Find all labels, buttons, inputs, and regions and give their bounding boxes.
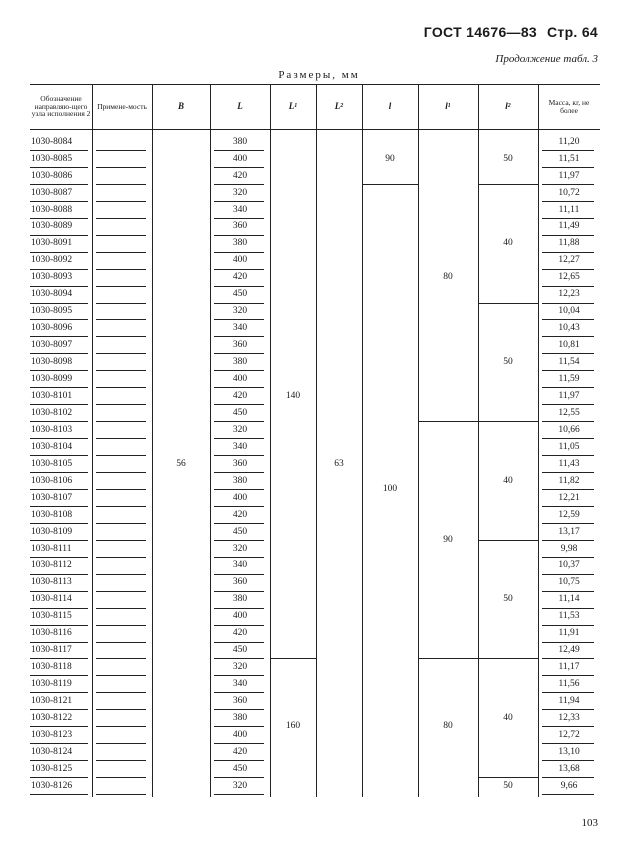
application-blank [96,506,146,507]
designation-cell: 1030-8095 [31,306,73,317]
length-cell: 320 [232,780,248,791]
application-blank [96,438,146,439]
application-blank [96,523,146,524]
mass-cell: 10,04 [558,306,580,317]
page-label: Стр. 64 [547,24,598,40]
designation-cell: 1030-8111 [31,543,72,554]
designation-cell: 1030-8113 [31,577,72,588]
merged-cell-l1: 80 [443,272,453,283]
mass-cell: 12,49 [558,645,580,656]
length-cell: 360 [232,221,248,232]
mass-underline [542,794,594,795]
application-blank [96,489,146,490]
designation-cell: 1030-8115 [31,611,72,622]
length-cell: 380 [232,594,248,605]
merged-cell-b: 56 [176,458,186,469]
length-cell: 360 [232,577,248,588]
mass-cell: 13,10 [558,746,580,757]
length-cell: 340 [232,204,248,215]
application-blank [96,336,146,337]
application-blank [96,252,146,253]
mass-cell: 13,68 [558,763,580,774]
column-symbol-subscript: 2 [340,103,344,110]
mass-cell: 11,43 [558,458,580,469]
application-blank [96,201,146,202]
designation-cell: 1030-8106 [31,475,73,486]
merged-cell-l: 100 [382,484,398,495]
length-cell: 320 [232,187,248,198]
application-blank [96,167,146,168]
mass-cell: 11,59 [558,374,580,385]
mass-cell: 10,37 [558,560,580,571]
column-header-l [363,86,417,127]
merged-cell-l: 90 [385,153,395,164]
application-blank [96,303,146,304]
application-blank [96,540,146,541]
application-blank [96,777,146,778]
application-blank [96,591,146,592]
gost-code: ГОСТ 14676—83 [423,24,538,40]
column-header-l [211,86,269,127]
merged-cell-l1: 160 [285,721,301,732]
application-blank [96,319,146,320]
mass-cell: 10,43 [558,323,580,334]
mass-cell: 11,97 [558,170,580,181]
merged-cell-l2: 40 [503,713,513,723]
mass-cell: 12,65 [558,272,580,283]
application-blank [96,557,146,558]
length-cell: 400 [232,153,248,164]
designation-cell: 1030-8107 [31,492,73,503]
mass-cell: 11,94 [558,696,580,707]
designation-cell: 1030-8114 [31,594,72,605]
column-symbol-subscript: 1 [447,103,451,110]
length-cell: 380 [232,713,248,724]
designation-underline [30,794,88,795]
mass-cell: 11,11 [558,204,580,215]
merged-cell-l2: 63 [334,458,344,469]
mass-cell: 10,75 [558,577,580,588]
application-blank [96,743,146,744]
column-symbol-subscript: 2 [507,103,511,110]
length-cell: 450 [232,289,248,300]
column-symbol: B [177,100,184,111]
length-cell: 340 [232,679,248,690]
mass-cell: 11,97 [558,390,580,401]
length-cell: 380 [232,136,248,147]
designation-cell: 1030-8105 [31,458,73,469]
designation-cell: 1030-8085 [31,153,73,164]
length-cell: 450 [232,526,248,537]
application-blank [96,709,146,710]
mass-cell: 9,98 [560,543,578,554]
mass-cell: 12,59 [558,509,580,520]
application-blank [96,675,146,676]
length-cell: 340 [232,560,248,571]
length-cell: 400 [232,729,248,740]
column-header-l2 [479,86,537,127]
designation-cell: 1030-8092 [31,255,73,266]
column-symbol: l [505,100,508,111]
mass-cell: 9,66 [560,780,578,791]
mass-cell: 11,54 [558,357,580,368]
column-symbol: l [445,100,448,111]
designation-cell: 1030-8121 [31,696,73,707]
designation-cell: 1030-8102 [31,407,73,418]
column-header-designation: Обозначение направляю-щего узла исполнения 2 [31,93,91,119]
mass-cell: 13,17 [558,526,580,537]
length-cell: 420 [232,170,248,181]
application-blank [96,184,146,185]
mass-cell: 10,72 [558,187,580,198]
merged-cell-l2: 50 [503,594,513,605]
length-cell: 400 [232,374,248,385]
column-header-l1 [419,86,477,127]
length-cell: 420 [232,272,248,283]
mass-cell: 12,23 [558,289,580,300]
application-blank [96,269,146,270]
length-cell: 420 [232,390,248,401]
merged-cell-l2: 50 [503,357,513,368]
column-symbol: L [288,100,295,111]
designation-cell: 1030-8091 [31,238,73,249]
merged-cell-l1: 90 [443,535,453,546]
merged-cell-l2: 50 [503,153,513,164]
column-header-mass: Масса, кг, не более [548,97,590,115]
length-cell: 450 [232,763,248,774]
application-blank [96,370,146,371]
length-cell: 420 [232,509,248,520]
mass-cell: 12,33 [558,713,580,724]
application-blank [96,726,146,727]
length-cell: 320 [232,662,248,673]
length-cell: 420 [232,746,248,757]
application-blank [96,760,146,761]
application-blank [96,387,146,388]
designation-cell: 1030-8098 [31,357,73,368]
application-blank [96,421,146,422]
designation-cell: 1030-8094 [31,289,73,300]
mass-cell: 10,81 [558,340,580,351]
designation-cell: 1030-8084 [31,136,73,147]
length-underline [214,794,264,795]
merged-cell-l2: 40 [503,475,513,486]
continuation-note: Продолжение табл. 3 [495,53,598,65]
designation-cell: 1030-8109 [31,526,73,537]
designation-cell: 1030-8096 [31,323,73,334]
length-cell: 320 [232,424,248,435]
page-number: 103 [581,817,598,829]
designation-cell: 1030-8099 [31,374,73,385]
application-blank [96,150,146,151]
length-cell: 400 [232,492,248,503]
designation-cell: 1030-8126 [31,780,73,791]
mass-cell: 11,05 [558,441,580,452]
merged-cell-l1: 140 [285,390,301,401]
length-cell: 380 [232,475,248,486]
application-blank [96,642,146,643]
length-cell: 450 [232,407,248,418]
column-symbol: L [237,100,243,111]
application-blank [96,472,146,473]
column-symbol: L [334,100,341,111]
mass-cell: 12,55 [558,407,580,418]
designation-cell: 1030-8119 [31,679,72,690]
mass-cell: 12,72 [558,729,580,740]
designation-cell: 1030-8093 [31,272,73,283]
length-cell: 320 [232,543,248,554]
designation-cell: 1030-8125 [31,763,73,774]
designation-cell: 1030-8117 [31,645,72,656]
designation-cell: 1030-8086 [31,170,73,181]
column-rule [92,84,93,797]
mass-cell: 10,66 [558,424,580,435]
application-blank [96,353,146,354]
application-blank [96,404,146,405]
mass-cell: 11,91 [558,628,580,639]
mass-cell: 11,56 [558,679,580,690]
length-cell: 420 [232,628,248,639]
designation-cell: 1030-8103 [31,424,73,435]
designation-cell: 1030-8089 [31,221,73,232]
designation-cell: 1030-8097 [31,340,73,351]
mass-cell: 11,49 [558,221,580,232]
length-cell: 340 [232,323,248,334]
mass-cell: 11,53 [558,611,580,622]
column-header-application: Примене-мость [97,101,147,111]
length-cell: 360 [232,340,248,351]
application-blank [96,286,146,287]
designation-cell: 1030-8118 [31,662,72,673]
mass-cell: 11,14 [558,594,580,605]
column-header-l2 [317,86,361,127]
column-header-b [153,86,209,127]
application-blank [96,692,146,693]
length-cell: 400 [232,611,248,622]
designation-cell: 1030-8087 [31,187,73,198]
table-caption: Размеры, мм [278,69,360,81]
designation-cell: 1030-8112 [31,560,72,571]
length-cell: 450 [232,645,248,656]
designation-cell: 1030-8108 [31,509,73,520]
merged-cell-l2: 40 [503,238,513,249]
merged-cell-l1: 80 [443,721,453,732]
application-blank [96,218,146,219]
length-cell: 380 [232,357,248,368]
application-blank [96,625,146,626]
designation-cell: 1030-8124 [31,746,73,757]
length-cell: 340 [232,441,248,452]
merged-cell-l2: 50 [503,780,513,791]
designation-cell: 1030-8116 [31,628,72,639]
mass-cell: 11,88 [558,238,580,249]
length-cell: 400 [232,255,248,266]
mass-cell: 11,82 [558,475,580,486]
table-top-rule [30,84,600,85]
column-header-l1 [271,86,315,127]
application-blank [96,235,146,236]
designation-cell: 1030-8101 [31,390,73,401]
column-symbol: l [388,100,392,111]
mass-cell: 11,17 [558,662,580,673]
designation-cell: 1030-8122 [31,713,73,724]
length-cell: 380 [232,238,248,249]
length-cell: 360 [232,458,248,469]
designation-cell: 1030-8123 [31,729,73,740]
designation-cell: 1030-8088 [31,204,73,215]
mass-cell: 11,20 [558,136,580,147]
designation-cell: 1030-8104 [31,441,73,452]
application-blank [96,658,146,659]
mass-cell: 12,21 [558,492,580,503]
length-cell: 320 [232,306,248,317]
application-blank [96,794,146,795]
length-cell: 360 [232,696,248,707]
column-symbol-subscript: 1 [294,103,298,110]
mass-cell: 12,27 [558,255,580,266]
application-blank [96,608,146,609]
mass-cell: 11,51 [558,153,580,164]
application-blank [96,574,146,575]
header-bottom-rule [30,129,600,130]
application-blank [96,455,146,456]
